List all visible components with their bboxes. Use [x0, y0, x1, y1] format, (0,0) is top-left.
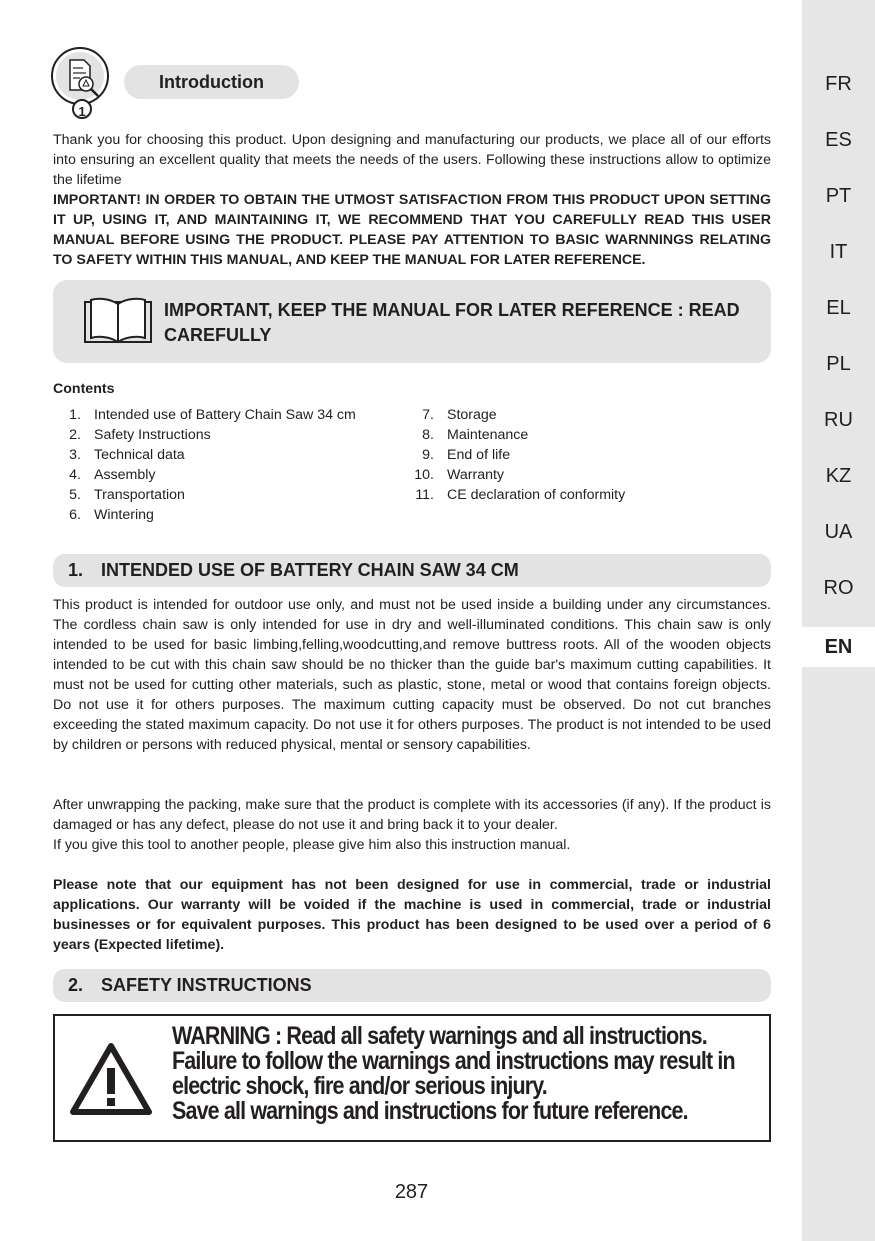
keep-manual-text: IMPORTANT, KEEP THE MANUAL FOR LATER REFERENCE : READ CAREFULLY [164, 300, 740, 345]
section-1-commercial-notice: Please note that our equipment has not been designed for use in commercial, trade or industrial applications. Our warranty will be voided if the machine is used in commercial, trade or industrial businesses or for equivalent purposes. This product has been designed to be used over a period of 6 years (Expected lifetime). [53, 877, 771, 953]
lang-tab-ua[interactable]: UA [824, 521, 853, 543]
lang-tab-fr[interactable]: FR [825, 73, 852, 95]
lang-tab-pt[interactable]: PT [825, 185, 852, 207]
section-2-title: SAFETY INSTRUCTIONS [101, 975, 312, 995]
toc-item[interactable]: 7. Storage [422, 407, 497, 423]
toc-item[interactable]: 11. CE declaration of conformity [415, 487, 626, 503]
section-1-header [53, 554, 771, 587]
warning-triangle-icon [69, 1042, 153, 1116]
contents-list-right [406, 405, 706, 505]
lang-tab-en[interactable]: EN [802, 627, 875, 667]
keep-manual-notice [53, 280, 771, 363]
section-1-number: 1. [68, 560, 84, 580]
lang-tab-kz[interactable]: KZ [825, 465, 852, 487]
section-2-number: 2. [68, 975, 84, 995]
intro-important: IMPORTANT! IN ORDER TO OBTAIN THE UTMOST SATISFACTION FROM THIS PRODUCT UPON SETTING IT UP, USING IT, AND MAINTAINING IT, WE RECOMMEND THAT YOU CAREFULLY READ THIS USER MANUAL BEFORE USING THE PRODUCT. PLEASE PAY ATTENTION TO BASIC WARNNINGS RELATING TO SAFETY WITHIN THIS MANUAL, AND KEEP THE MANUAL FOR LATER REFERENCE. [53, 192, 771, 268]
lang-tab-ru[interactable]: RU [824, 409, 853, 431]
intro-step-number: 1 [78, 104, 86, 119]
intro-paragraph: Thank you for choosing this product. Upon designing and manufacturing our products, we place all of our efforts into ensuring an excellent quality that meets the needs of the users. Following these instructions allow to optimize the lifetime [53, 132, 771, 188]
toc-item[interactable]: 5. Transportation [69, 487, 185, 503]
toc-item[interactable]: 1. Intended use of Battery Chain Saw 34 cm [69, 407, 356, 423]
intro-title: Introduction [124, 65, 299, 99]
lang-tab-it[interactable]: IT [829, 241, 848, 263]
toc-item[interactable]: 8. Maintenance [422, 427, 529, 443]
toc-item[interactable]: 10. Warranty [414, 467, 505, 483]
toc-item[interactable]: 3. Technical data [69, 447, 185, 463]
page-number: 287 [394, 1181, 429, 1203]
language-sidebar [802, 0, 875, 1241]
section-1-paragraph-1: This product is intended for outdoor use only, and must not be used inside a building under any circumstances. The cordless chain saw is only intended for use in dry and well-illuminated conditions. This chain saw is only intended to be used for basic limbing,felling,woodcutting,and remove buttress roots. All of the wooden objects intended to be cut with this chain saw should be no thicker than the guide bar's maximum cutting capabilities. It must not be used for cutting other materials, such as plastic, stone, metal or wood that contains foreign objects. Do not use it for others purposes. The maximum cutting capacity must be observed. Do not cut branches exceeding the stated maximum capacity. Do not use it for others purposes. The product is not intended to be used by children or persons with reduced physical, mental or sensory capabilities. [53, 597, 771, 753]
lang-tab-es[interactable]: ES [825, 129, 852, 151]
safety-warning-text: WARNING : Read all safety warnings and all instructions. Failure to follow the warnings and instructions may result in electric shock, fire and/or serious injury. Save all warnings and instructions for future reference. [172, 1022, 735, 1125]
contents-list-left [53, 405, 403, 525]
lang-tab-el[interactable]: EL [826, 297, 851, 319]
section-2-header [53, 969, 771, 1002]
toc-item[interactable]: 9. End of life [422, 447, 511, 463]
toc-item[interactable]: 4. Assembly [69, 467, 156, 483]
contents-title: Contents [53, 381, 115, 397]
toc-item[interactable]: 2. Safety Instructions [69, 427, 211, 443]
lang-tab-pl[interactable]: PL [826, 353, 851, 375]
section-1-paragraph-2: After unwrapping the packing, make sure that the product is complete with its accessories (if any). If the product is damaged or has any defect, please do not use it and bring back it to your dealer. [53, 797, 771, 833]
lang-tab-ro[interactable]: RO [823, 577, 854, 599]
toc-item[interactable]: 6. Wintering [69, 507, 154, 523]
section-1-paragraph-3: If you give this tool to another people, please give him also this instruction manual. [53, 837, 571, 853]
book-icon [83, 294, 153, 346]
section-1-title: INTENDED USE OF BATTERY CHAIN SAW 34 CM [101, 560, 519, 580]
safety-warning-box [53, 1014, 771, 1142]
